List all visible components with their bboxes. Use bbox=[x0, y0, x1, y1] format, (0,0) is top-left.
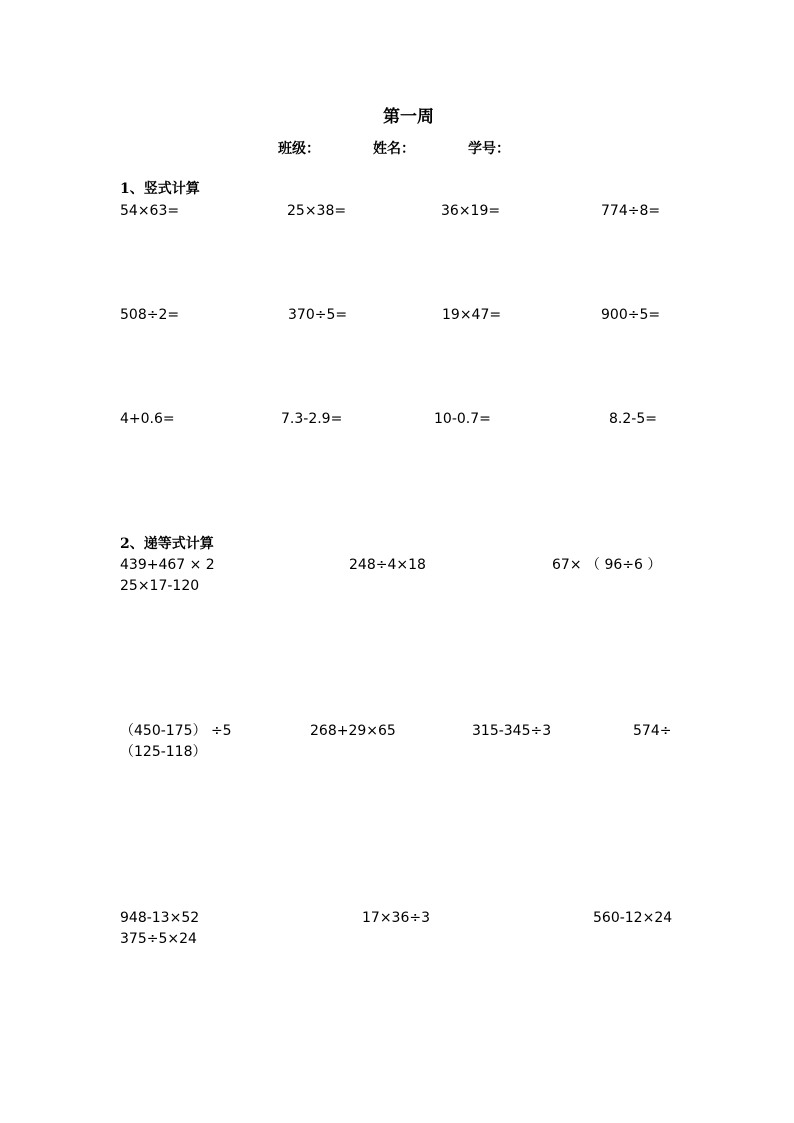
problem-2-4: 25×17-120 bbox=[120, 578, 200, 594]
section-2-heading: 2、递等式计算 bbox=[120, 536, 214, 552]
problem-1-7: 19×47= bbox=[442, 307, 502, 323]
problem-2-9: 948-13×52 bbox=[120, 910, 200, 926]
problem-1-8: 900÷5= bbox=[601, 307, 661, 323]
problem-1-2: 25×38= bbox=[287, 203, 347, 219]
problem-2-11: 560-12×24 bbox=[593, 910, 673, 926]
section-1-heading: 1、竖式计算 bbox=[120, 181, 200, 197]
problem-2-1: 439+467 × 2 bbox=[120, 557, 215, 573]
problem-1-6: 370÷5= bbox=[288, 307, 348, 323]
class-label: 班级： bbox=[278, 141, 320, 157]
problem-2-12: 375÷5×24 bbox=[120, 931, 197, 947]
problem-1-1: 54×63= bbox=[120, 203, 180, 219]
problem-2-10: 17×36÷3 bbox=[362, 910, 430, 926]
page-title: 第一周 bbox=[383, 107, 434, 127]
problem-2-8: 574÷ bbox=[633, 723, 672, 739]
student-id-label: 学号： bbox=[468, 141, 510, 157]
problem-1-9: 4+0.6= bbox=[120, 411, 175, 427]
problem-1-12: 8.2-5= bbox=[609, 411, 657, 427]
problem-1-10: 7.3-2.9= bbox=[281, 411, 343, 427]
problem-2-2: 248÷4×18 bbox=[349, 557, 426, 573]
problem-2-6: 268+29×65 bbox=[310, 723, 396, 739]
problem-2-7: 315-345÷3 bbox=[472, 723, 552, 739]
problem-2-3: 67× （ 96÷6 ） bbox=[552, 557, 662, 573]
problem-2-5: （450-175） ÷5 bbox=[120, 723, 232, 739]
problem-2-8-cont: （125-118） bbox=[120, 744, 207, 760]
problem-1-4: 774÷8= bbox=[601, 203, 661, 219]
name-label: 姓名： bbox=[373, 141, 415, 157]
problem-1-3: 36×19= bbox=[441, 203, 501, 219]
problem-1-5: 508÷2= bbox=[120, 307, 180, 323]
problem-1-11: 10-0.7= bbox=[434, 411, 491, 427]
